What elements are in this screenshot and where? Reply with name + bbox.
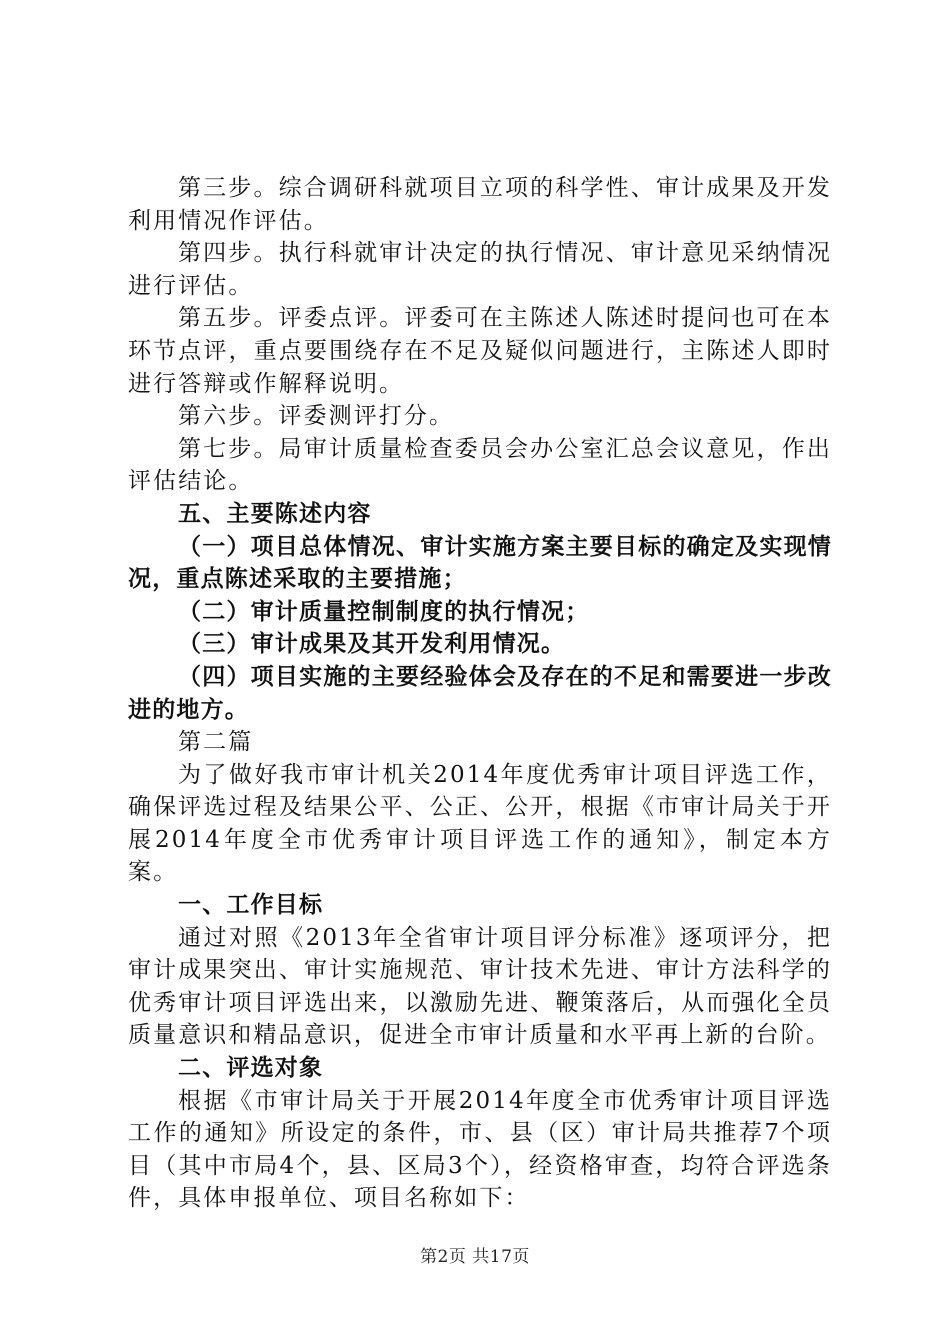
list-item-three: （三）审计成果及其开发利用情况。 (178, 631, 566, 658)
paragraph-intro: 为了做好我市审计机关2014年度优秀审计项目评选工作，确保评选过程及结果公平、公正、公开，根据《市审计局关于开展2014年度全市优秀审计项目评选工作的通知》，制定本方案。 (128, 761, 832, 886)
paragraph-targets: 根据《市审计局关于开展2014年度全市优秀审计项目评选工作的通知》所设定的条件，市、县（区）审计局共推荐7个项目（其中市局4个，县、区局3个），经资格审查，均符合评选条件，具体申报单位、项目名称如下： (128, 1087, 832, 1212)
paragraph-step-four: 第四步。执行科就审计决定的执行情况、审计意见采纳情况进行评估。 (128, 240, 832, 299)
paragraph-step-three: 第三步。综合调研科就项目立项的科学性、审计成果及开发利用情况作评估。 (128, 175, 832, 234)
section-heading-main-content: 五、主要陈述内容 (178, 500, 372, 527)
section-heading-goals: 一、工作目标 (178, 892, 324, 919)
paragraph-goals: 通过对照《2013年全省审计项目评分标准》逐项评分，把审计成果突出、审计实施规范、审计技术先进、审计方法科学的优秀审计项目评选出来，以激励先进、鞭策落后，从而强化全员质量意识和精品意识，促进全市审计质量和水平再上新的台阶。 (128, 924, 832, 1049)
list-item-two: （二）审计质量控制制度的执行情况； (178, 598, 590, 625)
section-heading-targets: 二、评选对象 (178, 1055, 324, 1082)
document-body (128, 172, 832, 1215)
part-title: 第二篇 (178, 729, 254, 756)
paragraph-step-seven: 第七步。局审计质量检查委员会办公室汇总会议意见，作出评估结论。 (128, 435, 832, 495)
list-item-four: （四）项目实施的主要经验体会及存在的不足和需要进一步改进的地方。 (128, 663, 832, 723)
list-item-one: （一）项目总体情况、审计实施方案主要目标的确定及实现情况，重点陈述采取的主要措施； (128, 533, 832, 593)
paragraph-step-six: 第六步。评委测评打分。 (178, 403, 455, 430)
page-number-footer: 第2页 共17页 (420, 1247, 530, 1267)
paragraph-step-five: 第五步。评委点评。评委可在主陈述人陈述时提问也可在本环节点评，重点要围绕存在不足及疑似问题进行，主陈述人即时进行答辩或作解释说明。 (128, 305, 832, 397)
